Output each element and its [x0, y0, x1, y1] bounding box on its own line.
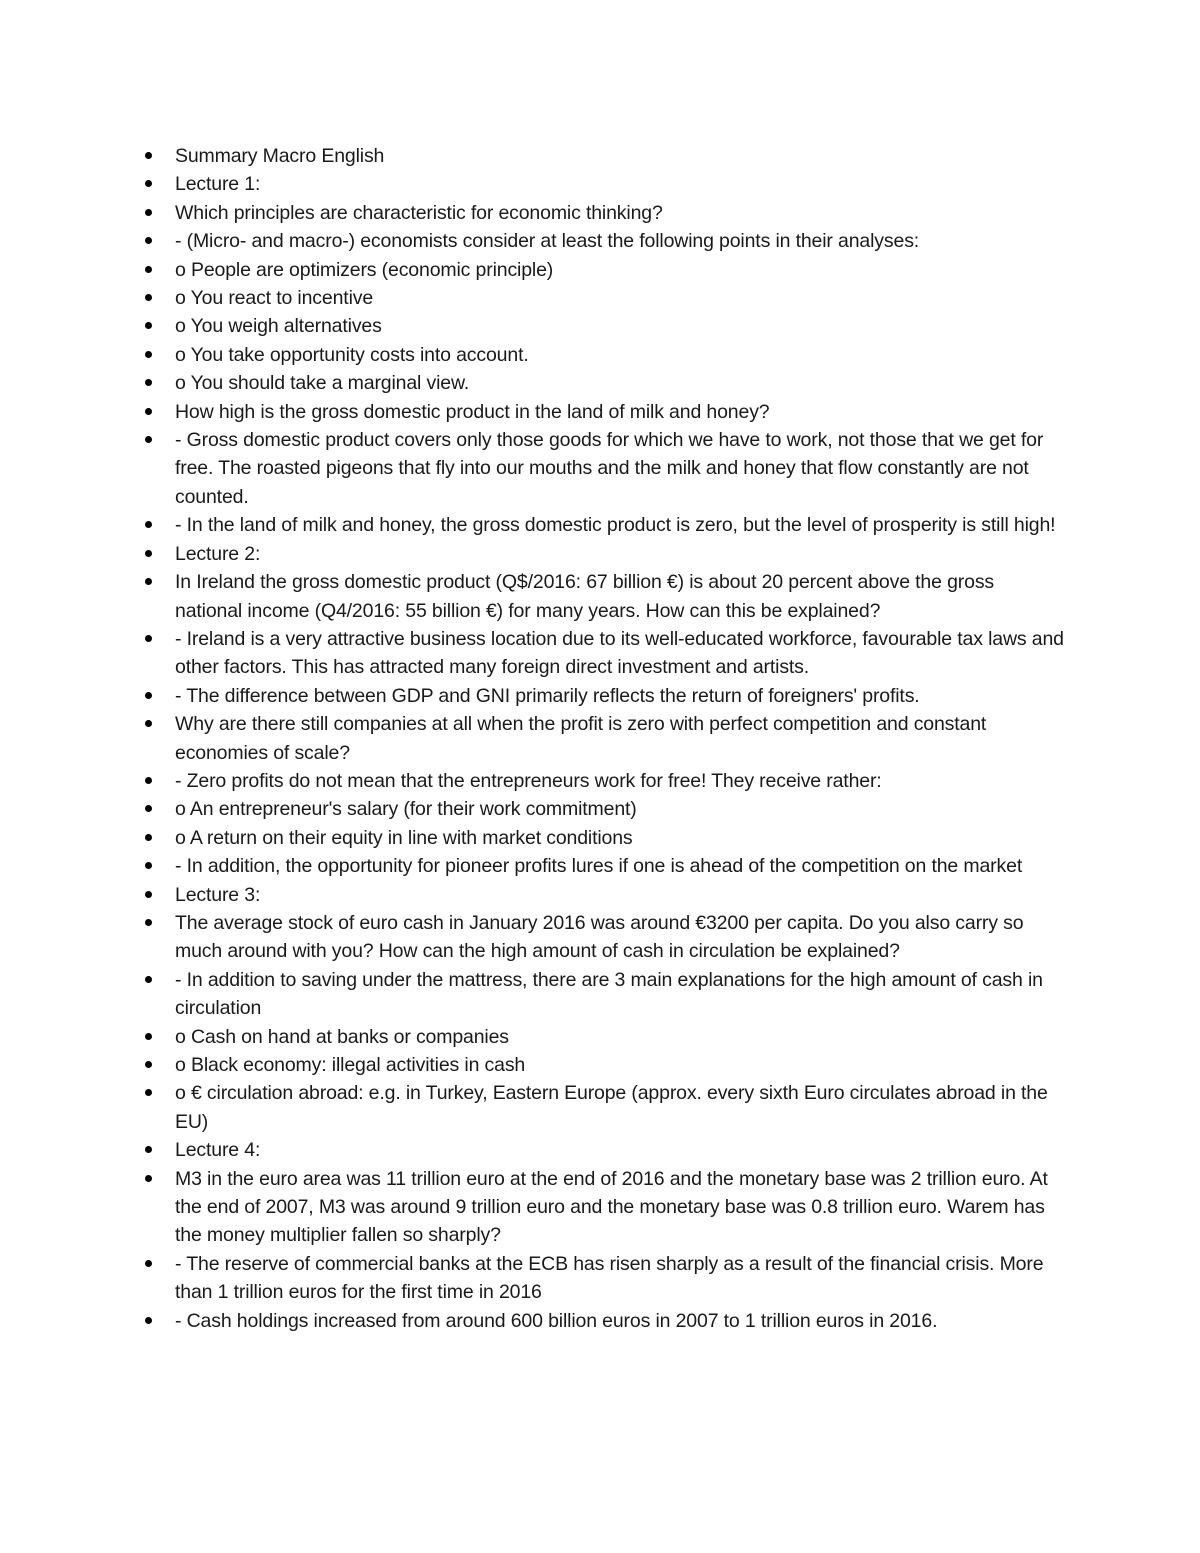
list-item-text: The average stock of euro cash in January 2016 was around €3200 per capita. Do you also carry so much around with you? How can the high amount of cash in circulation be explained? — [175, 911, 1024, 963]
bullet-icon — [145, 862, 152, 869]
bullet-icon — [145, 550, 152, 557]
list-item-text: o You should take a marginal view. — [175, 372, 470, 395]
list-item-text: - Zero profits do not mean that the entrepreneurs work for free! They receive rather: — [175, 769, 882, 792]
list-item — [145, 1250, 1065, 1307]
list-item — [145, 227, 1065, 255]
list-item — [145, 682, 1065, 710]
list-item-text: Lecture 4: — [175, 1139, 261, 1162]
list-item — [145, 767, 1065, 795]
list-item — [145, 1165, 1065, 1250]
list-item — [145, 824, 1065, 852]
list-item-text: o A return on their equity in line with market conditions — [175, 826, 633, 849]
list-item-text: o Cash on hand at banks or companies — [175, 1025, 509, 1048]
list-item-text: Lecture 3: — [175, 883, 261, 906]
list-item — [145, 1051, 1065, 1079]
bullet-icon — [145, 635, 152, 642]
bullet-icon — [145, 266, 152, 273]
list-item-text: o You take opportunity costs into account. — [175, 343, 529, 366]
list-item — [145, 398, 1065, 426]
bullet-icon — [145, 919, 152, 926]
list-item-text: o People are optimizers (economic principle) — [175, 258, 554, 281]
bullet-icon — [145, 1146, 152, 1153]
list-item-text: o You weigh alternatives — [175, 315, 382, 338]
list-item — [145, 966, 1065, 1023]
list-item-text: o You react to incentive — [175, 287, 374, 310]
bullet-icon — [145, 152, 152, 159]
bullet-list — [145, 142, 1065, 1335]
bullet-icon — [145, 692, 152, 699]
list-item — [145, 511, 1065, 539]
list-item-text: o An entrepreneur's salary (for their work commitment) — [175, 798, 637, 821]
list-item-text: - In the land of milk and honey, the gross domestic product is zero, but the level of prosperity is still high! — [175, 514, 1056, 537]
bullet-icon — [145, 351, 152, 358]
bullet-icon — [145, 237, 152, 244]
list-item-text: - (Micro- and macro-) economists consider at least the following points in their analyses: — [175, 230, 920, 253]
bullet-icon — [145, 294, 152, 301]
list-item — [145, 312, 1065, 340]
list-item-text: o Black economy: illegal activities in cash — [175, 1054, 526, 1076]
list-item-text: - The difference between GDP and GNI primarily reflects the return of foreigners' profits. — [175, 684, 920, 707]
list-item-text: - In addition, the opportunity for pioneer profits lures if one is ahead of the competition on the market — [175, 855, 1023, 878]
list-item-text: Which principles are characteristic for economic thinking? — [175, 201, 663, 224]
bullet-icon — [145, 180, 152, 187]
bullet-icon — [145, 891, 152, 898]
list-item — [145, 1136, 1065, 1164]
bullet-icon — [145, 1033, 152, 1040]
bullet-icon — [145, 834, 152, 841]
bullet-icon — [145, 805, 152, 812]
bullet-icon — [145, 408, 152, 415]
list-item — [145, 568, 1065, 625]
bullet-icon — [145, 976, 152, 983]
bullet-icon — [145, 777, 152, 784]
list-item — [145, 426, 1065, 511]
list-item — [145, 199, 1065, 227]
list-item-text: - Gross domestic product covers only those goods for which we have to work, not those that we get for free. The roasted pigeons that fly into our mouths and the milk and honey that flow constantly are not counted. — [175, 429, 1044, 508]
list-item — [145, 1023, 1065, 1051]
bullet-icon — [145, 521, 152, 528]
bullet-icon — [145, 1260, 152, 1267]
list-item — [145, 1307, 1065, 1335]
list-item — [145, 170, 1065, 198]
list-item — [145, 710, 1065, 767]
list-item-text: M3 in the euro area was 11 trillion euro at the end of 2016 and the monetary base was 2 trillion euro. At the end of 2007, M3 was around 9 trillion euro and the monetary base was 0.8 trillion euro. Warem has the money multiplier fallen so sharply? — [175, 1167, 1048, 1247]
list-item-text: - The reserve of commercial banks at the ECB has risen sharply as a result of the financial crisis. More than 1 trillion euros for the first time in 2016 — [175, 1252, 1044, 1304]
bullet-icon — [145, 1317, 152, 1324]
list-item-text: Lecture 2: — [175, 542, 261, 565]
list-item — [145, 881, 1065, 909]
list-item-text: Summary Macro English — [175, 145, 385, 167]
bullet-icon — [145, 379, 152, 386]
bullet-icon — [145, 578, 152, 585]
bullet-icon — [145, 209, 152, 216]
list-item-text: Lecture 1: — [175, 173, 261, 196]
bullet-icon — [145, 1061, 152, 1068]
list-item — [145, 284, 1065, 312]
bullet-icon — [145, 1175, 152, 1182]
list-item-text: - Ireland is a very attractive business location due to its well-educated workforce, favourable tax laws and other factors. This has attracted many foreign direct investment and artists. — [175, 627, 1064, 679]
list-item-text: How high is the gross domestic product in the land of milk and honey? — [175, 400, 770, 423]
list-item-text: Why are there still companies at all when the profit is zero with perfect competition and constant economies of scale? — [175, 713, 987, 764]
bullet-icon — [145, 322, 152, 329]
list-item — [145, 795, 1065, 823]
list-item-text: - In addition to saving under the mattress, there are 3 main explanations for the high amount of cash in circulation — [175, 968, 1043, 1020]
list-item — [145, 540, 1065, 568]
list-item — [145, 341, 1065, 369]
bullet-icon — [145, 720, 152, 727]
list-item — [145, 142, 1065, 170]
list-item — [145, 909, 1065, 966]
list-item — [145, 1079, 1065, 1136]
list-item-text: o € circulation abroad: e.g. in Turkey, Eastern Europe (approx. every sixth Euro circulates abroad in the EU) — [175, 1082, 1048, 1133]
bullet-icon — [145, 1089, 152, 1096]
list-item — [145, 625, 1065, 682]
bullet-icon — [145, 436, 152, 443]
list-item-text: In Ireland the gross domestic product (Q$/2016: 67 billion €) is about 20 percent above the gross national income (Q4/2016: 55 billion €) for many years. How can this be explained? — [175, 571, 995, 622]
list-item — [145, 256, 1065, 284]
list-item — [145, 369, 1065, 397]
list-item-text: - Cash holdings increased from around 600 billion euros in 2007 to 1 trillion euros in 2016. — [175, 1309, 938, 1332]
list-item — [145, 852, 1065, 880]
